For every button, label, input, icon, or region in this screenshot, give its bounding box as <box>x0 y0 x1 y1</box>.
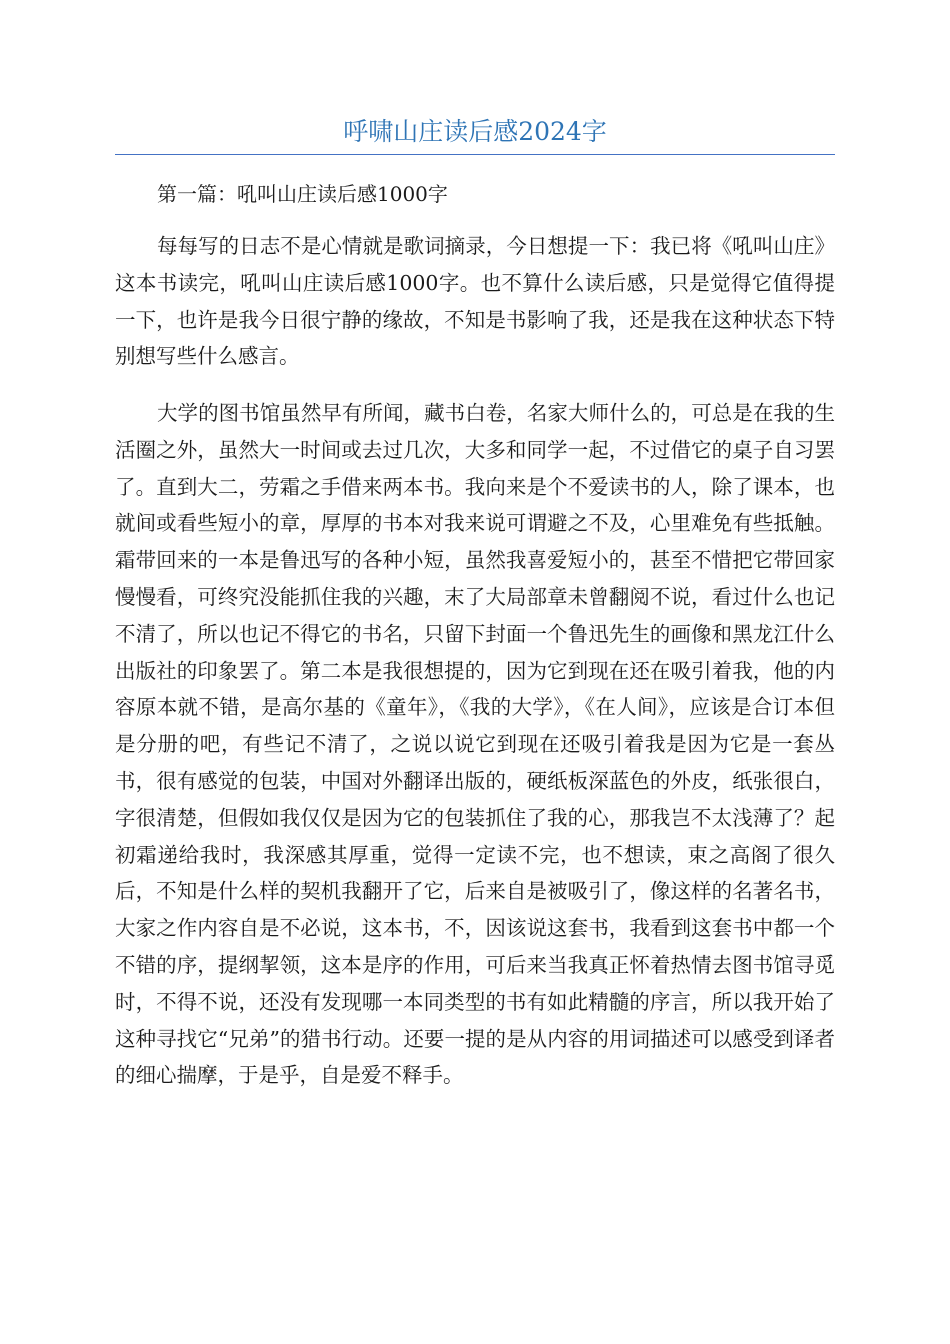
body-paragraph: 大学的图书馆虽然早有所闻，藏书白卷，名家大师什么的，可总是在我的生活圈之外，虽然大一时间或去过几次，大多和同学一起，不过借它的桌子自习罢了。直到大二，劳霜之手借来两本书。我向来是个不爱读书的人，除了课本，也就间或看些短小的章，厚厚的书本对我来说可谓避之不及，心里难免有些抵触。霜带回来的一本是鲁迅写的各种小短，虽然我喜爱短小的，甚至不惜把它带回家慢慢看，可终究没能抓住我的兴趣，末了大局部章未曾翻阅不说，看过什么也记不清了，所以也记不得它的书名，只留下封面一个鲁迅先生的画像和黑龙江什么出版社的印象罢了。第二本是我很想提的，因为它到现在还在吸引着我，他的内容原本就不错，是高尔基的《童年》，《我的大学》，《在人间》，应该是合订本但是分册的吧，有些记不清了，之说以说它到现在还吸引着我是因为它是一套丛书，很有感觉的包装，中国对外翻译出版的，硬纸板深蓝色的外皮，纸张很白，字很清楚，但假如我仅仅是因为它的包装抓住了我的心，那我岂不太浅薄了？起初霜递给我时，我深感其厚重，觉得一定读不完，也不想读，束之高阁了很久后，不知是什么样的契机我翻开了它，后来自是被吸引了，像这样的名著名书，大家之作内容自是不必说，这本书，不，因该说这套书，我看到这套书中都一个不错的序，提纲挈领，这本是序的作用，可后来当我真正怀着热情去图书馆寻觅时，不得不说，还没有发现哪一本同类型的书有如此精髓的序言，所以我开始了这种寻找它“兄弟”的猎书行动。还要一提的是从内容的用词描述可以感受到译者的细心揣摩，于是乎，自是爱不释手。 <box>115 401 835 1088</box>
title-underline-divider <box>115 154 835 155</box>
document-title: 呼啸山庄读后感2024字 <box>343 117 607 146</box>
section-heading: 第一篇：吼叫山庄读后感1000字 <box>157 182 448 206</box>
body-paragraph: 每每写的日志不是心情就是歌词摘录，今日想提一下：我已将《吼叫山庄》这本书读完，吼叫山庄读后感1000字。也不算什么读后感，只是觉得它值得提一下，也许是我今日很宁静的缘故，不知是书影响了我，还是我在这种状态下特别想写些什么感言。 <box>115 234 835 369</box>
